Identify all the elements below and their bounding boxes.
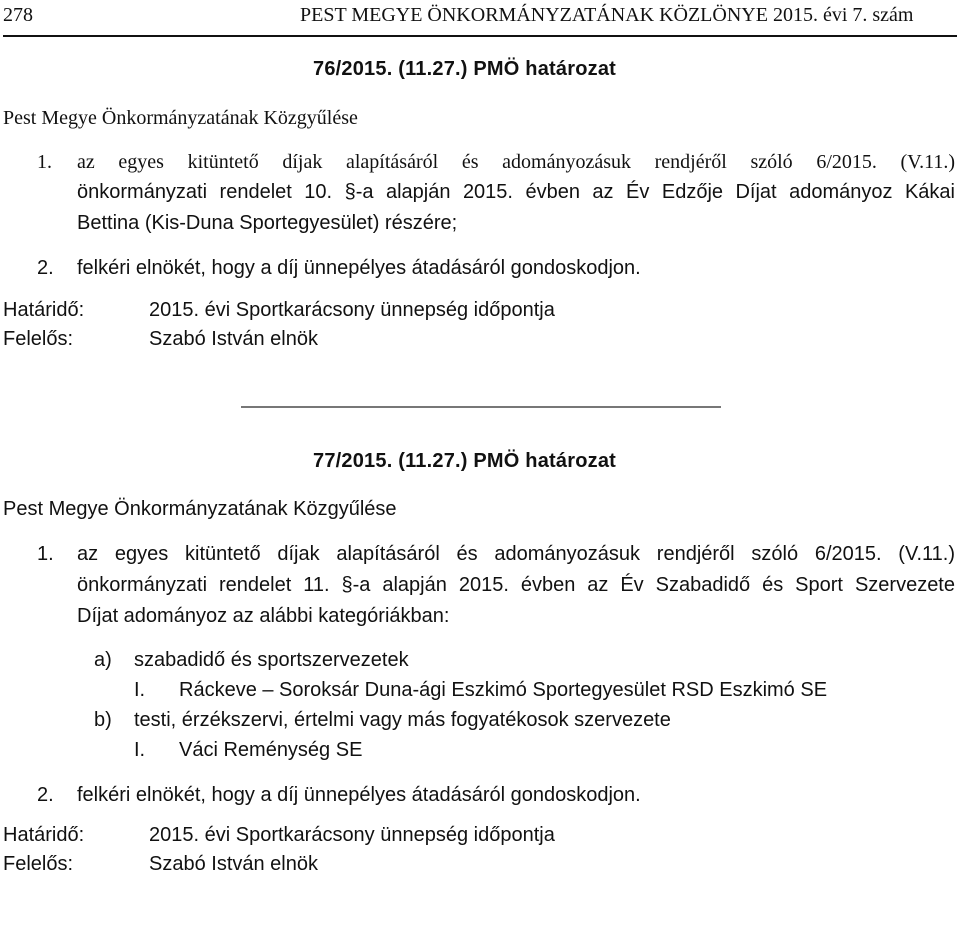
resolution-77-body-name: Pest Megye Önkormányzatának Közgyűlése xyxy=(3,498,397,520)
header-rule xyxy=(3,35,957,37)
resolution-76-responsible-label: Felelős: xyxy=(3,328,74,350)
resolution-77-item1-line2: önkormányzati rendelet 11. §-a alapján 2015. évben az Év Szabadidő és Sport Szervezete xyxy=(77,574,955,596)
resolution-76-deadline-label: Határidő: xyxy=(3,299,85,321)
resolution-77-sub-b-text: testi, érzékszervi, értelmi vagy más fogyatékosok szervezete xyxy=(134,709,671,731)
resolution-77-item2-text: felkéri elnökét, hogy a díj ünnepélyes átadásáról gondoskodjon. xyxy=(77,784,641,806)
resolution-76-item2-text: felkéri elnökét, hogy a díj ünnepélyes átadásáról gondoskodjon. xyxy=(77,257,641,279)
resolution-77-responsible-label: Felelős: xyxy=(3,853,74,875)
resolution-77-sub-a-entry-text: Ráckeve – Soroksár Duna-ági Eszkimó Sportegyesület RSD Eszkimó SE xyxy=(179,679,828,701)
resolution-77-sub-a-marker: a) xyxy=(94,649,112,671)
resolution-77-item1-number: 1. xyxy=(37,543,54,565)
journal-title: PEST MEGYE ÖNKORMÁNYZATÁNAK KÖZLÖNYE 2015. évi 7. szám xyxy=(300,4,914,26)
resolution-77-item2-number: 2. xyxy=(37,784,54,806)
resolution-76-body-name: Pest Megye Önkormányzatának Közgyűlése xyxy=(3,107,358,129)
resolution-77-sub-a-entry-marker: I. xyxy=(134,679,146,701)
resolution-76-item1-line1: az egyes kitüntető díjak alapításáról és adományozásuk rendjéről szóló 6/2015. (V.11.) xyxy=(77,151,955,173)
resolution-76-responsible-value: Szabó István elnök xyxy=(149,328,318,350)
resolution-76-item2-number: 2. xyxy=(37,257,54,279)
page-number: 278 xyxy=(3,4,33,26)
resolution-77-item1-line3: Díjat adományoz az alábbi kategóriákban: xyxy=(77,605,450,627)
resolution-77-deadline-value: 2015. évi Sportkarácsony ünnepség időpontja xyxy=(149,824,555,846)
resolution-76-title: 76/2015. (11.27.) PMÖ határozat xyxy=(313,58,617,80)
resolution-77-sub-b-entry-marker: I. xyxy=(134,739,146,761)
resolution-77-title: 77/2015. (11.27.) PMÖ határozat xyxy=(313,450,617,472)
resolution-77-sub-b-marker: b) xyxy=(94,709,112,731)
resolution-77-item1-line1: az egyes kitüntető díjak alapításáról és adományozásuk rendjéről szóló 6/2015. (V.11.) xyxy=(77,543,955,565)
resolution-77-deadline-label: Határidő: xyxy=(3,824,85,846)
resolution-77-sub-b-entry-text: Váci Reménység SE xyxy=(179,739,363,761)
resolution-77-sub-a-text: szabadidő és sportszervezetek xyxy=(134,649,409,671)
resolution-77-responsible-value: Szabó István elnök xyxy=(149,853,318,875)
resolution-76-item1-line2: önkormányzati rendelet 10. §-a alapján 2015. évben az Év Edzője Díjat adományoz Kákai xyxy=(77,181,955,203)
resolution-76-item1-number: 1. xyxy=(37,151,52,173)
section-separator xyxy=(241,406,721,408)
resolution-76-item1-line3: Bettina (Kis-Duna Sportegyesület) részére; xyxy=(77,212,458,234)
resolution-76-deadline-value: 2015. évi Sportkarácsony ünnepség időpontja xyxy=(149,299,555,321)
